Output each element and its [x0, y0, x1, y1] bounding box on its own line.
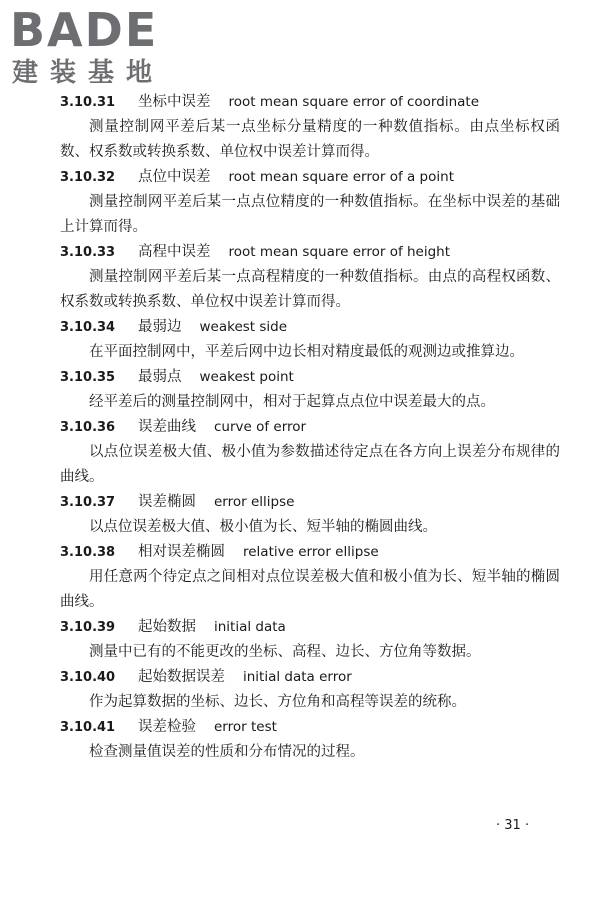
term-definition: 以点位误差极大值、极小值为长、短半轴的椭圆曲线。: [89, 519, 437, 535]
term-definition: 检查测量值误差的性质和分布情况的过程。: [89, 744, 365, 760]
term-definition: 经平差后的测量控制网中，相对于起算点点位中误差最大的点。: [89, 394, 495, 410]
term-definition: 测量控制网平差后某一点坐标分量精度的一种数值指标。由点坐标权函数、权系数或转换系数、单位权中误差计算而得。: [60, 119, 560, 160]
entry-number: 3.10.37: [60, 495, 116, 510]
term-chinese: 最弱边: [138, 319, 182, 335]
brand-logo: [8, 4, 178, 90]
term-english: root mean square error of a point: [228, 169, 454, 185]
entry-number: 3.10.38: [60, 545, 116, 560]
entry-heading: [60, 490, 560, 515]
glossary-entry: [60, 90, 560, 165]
term-chinese: 坐标中误差: [138, 94, 211, 110]
entry-number: 3.10.39: [60, 620, 116, 635]
glossary-entry: [60, 240, 560, 315]
logo-word: BADE: [10, 3, 159, 57]
entry-heading: [60, 315, 560, 340]
term-english: initial data error: [243, 669, 352, 685]
glossary-entry: [60, 315, 560, 365]
term-english: weakest point: [199, 369, 294, 385]
entry-number: 3.10.41: [60, 720, 116, 735]
term-chinese: 误差曲线: [138, 419, 196, 435]
term-english: error test: [214, 719, 277, 735]
glossary-entry: [60, 665, 560, 715]
entry-heading: [60, 240, 560, 265]
glossary-entry: [60, 615, 560, 665]
term-definition: 测量中已有的不能更改的坐标、高程、边长、方位角等数据。: [89, 644, 481, 660]
page-number: · 31 ·: [496, 818, 530, 833]
entry-heading: [60, 165, 560, 190]
entry-number: 3.10.32: [60, 170, 116, 185]
term-chinese: 误差检验: [138, 719, 196, 735]
term-chinese: 点位中误差: [138, 169, 211, 185]
glossary-entry: [60, 715, 560, 765]
term-chinese: 最弱点: [138, 369, 182, 385]
entry-number: 3.10.34: [60, 320, 116, 335]
entry-heading: [60, 365, 560, 390]
logo-subtitle: 建装基地: [12, 58, 165, 88]
entry-heading: [60, 90, 560, 115]
term-english: curve of error: [214, 419, 307, 435]
term-english: relative error ellipse: [243, 544, 379, 560]
term-definition: 用任意两个待定点之间相对点位误差极大值和极小值为长、短半轴的椭圆曲线。: [60, 569, 560, 610]
term-definition: 测量控制网平差后某一点高程精度的一种数值指标。由点的高程权函数、权系数或转换系数、单位权中误差计算而得。: [60, 269, 560, 310]
entry-number: 3.10.33: [60, 245, 116, 260]
term-chinese: 起始数据误差: [138, 669, 225, 685]
term-chinese: 相对误差椭圆: [138, 544, 225, 560]
term-definition: 作为起算数据的坐标、边长、方位角和高程等误差的统称。: [89, 694, 466, 710]
entry-number: 3.10.40: [60, 670, 116, 685]
term-english: root mean square error of height: [228, 244, 451, 260]
glossary-entry: [60, 490, 560, 540]
term-english: error ellipse: [214, 494, 295, 510]
glossary-entry: [60, 165, 560, 240]
term-english: root mean square error of coordinate: [228, 94, 479, 110]
term-chinese: 误差椭圆: [138, 494, 196, 510]
term-english: weakest side: [199, 319, 288, 335]
term-english: initial data: [214, 619, 286, 635]
term-chinese: 高程中误差: [138, 244, 211, 260]
entry-number: 3.10.31: [60, 95, 116, 110]
glossary-entry: [60, 365, 560, 415]
glossary-content: [60, 90, 560, 765]
entry-number: 3.10.35: [60, 370, 116, 385]
term-chinese: 起始数据: [138, 619, 196, 635]
entry-heading: [60, 715, 560, 740]
entry-heading: [60, 540, 560, 565]
term-definition: 以点位误差极大值、极小值为参数描述待定点在各方向上误差分布规律的曲线。: [60, 444, 560, 485]
entry-heading: [60, 615, 560, 640]
entry-heading: [60, 415, 560, 440]
glossary-entry: [60, 540, 560, 615]
term-definition: 在平面控制网中，平差后网中边长相对精度最低的观测边或推算边。: [89, 344, 524, 360]
term-definition: 测量控制网平差后某一点点位精度的一种数值指标。在坐标中误差的基础上计算而得。: [60, 194, 560, 235]
entry-number: 3.10.36: [60, 420, 116, 435]
entry-heading: [60, 665, 560, 690]
glossary-entry: [60, 415, 560, 490]
